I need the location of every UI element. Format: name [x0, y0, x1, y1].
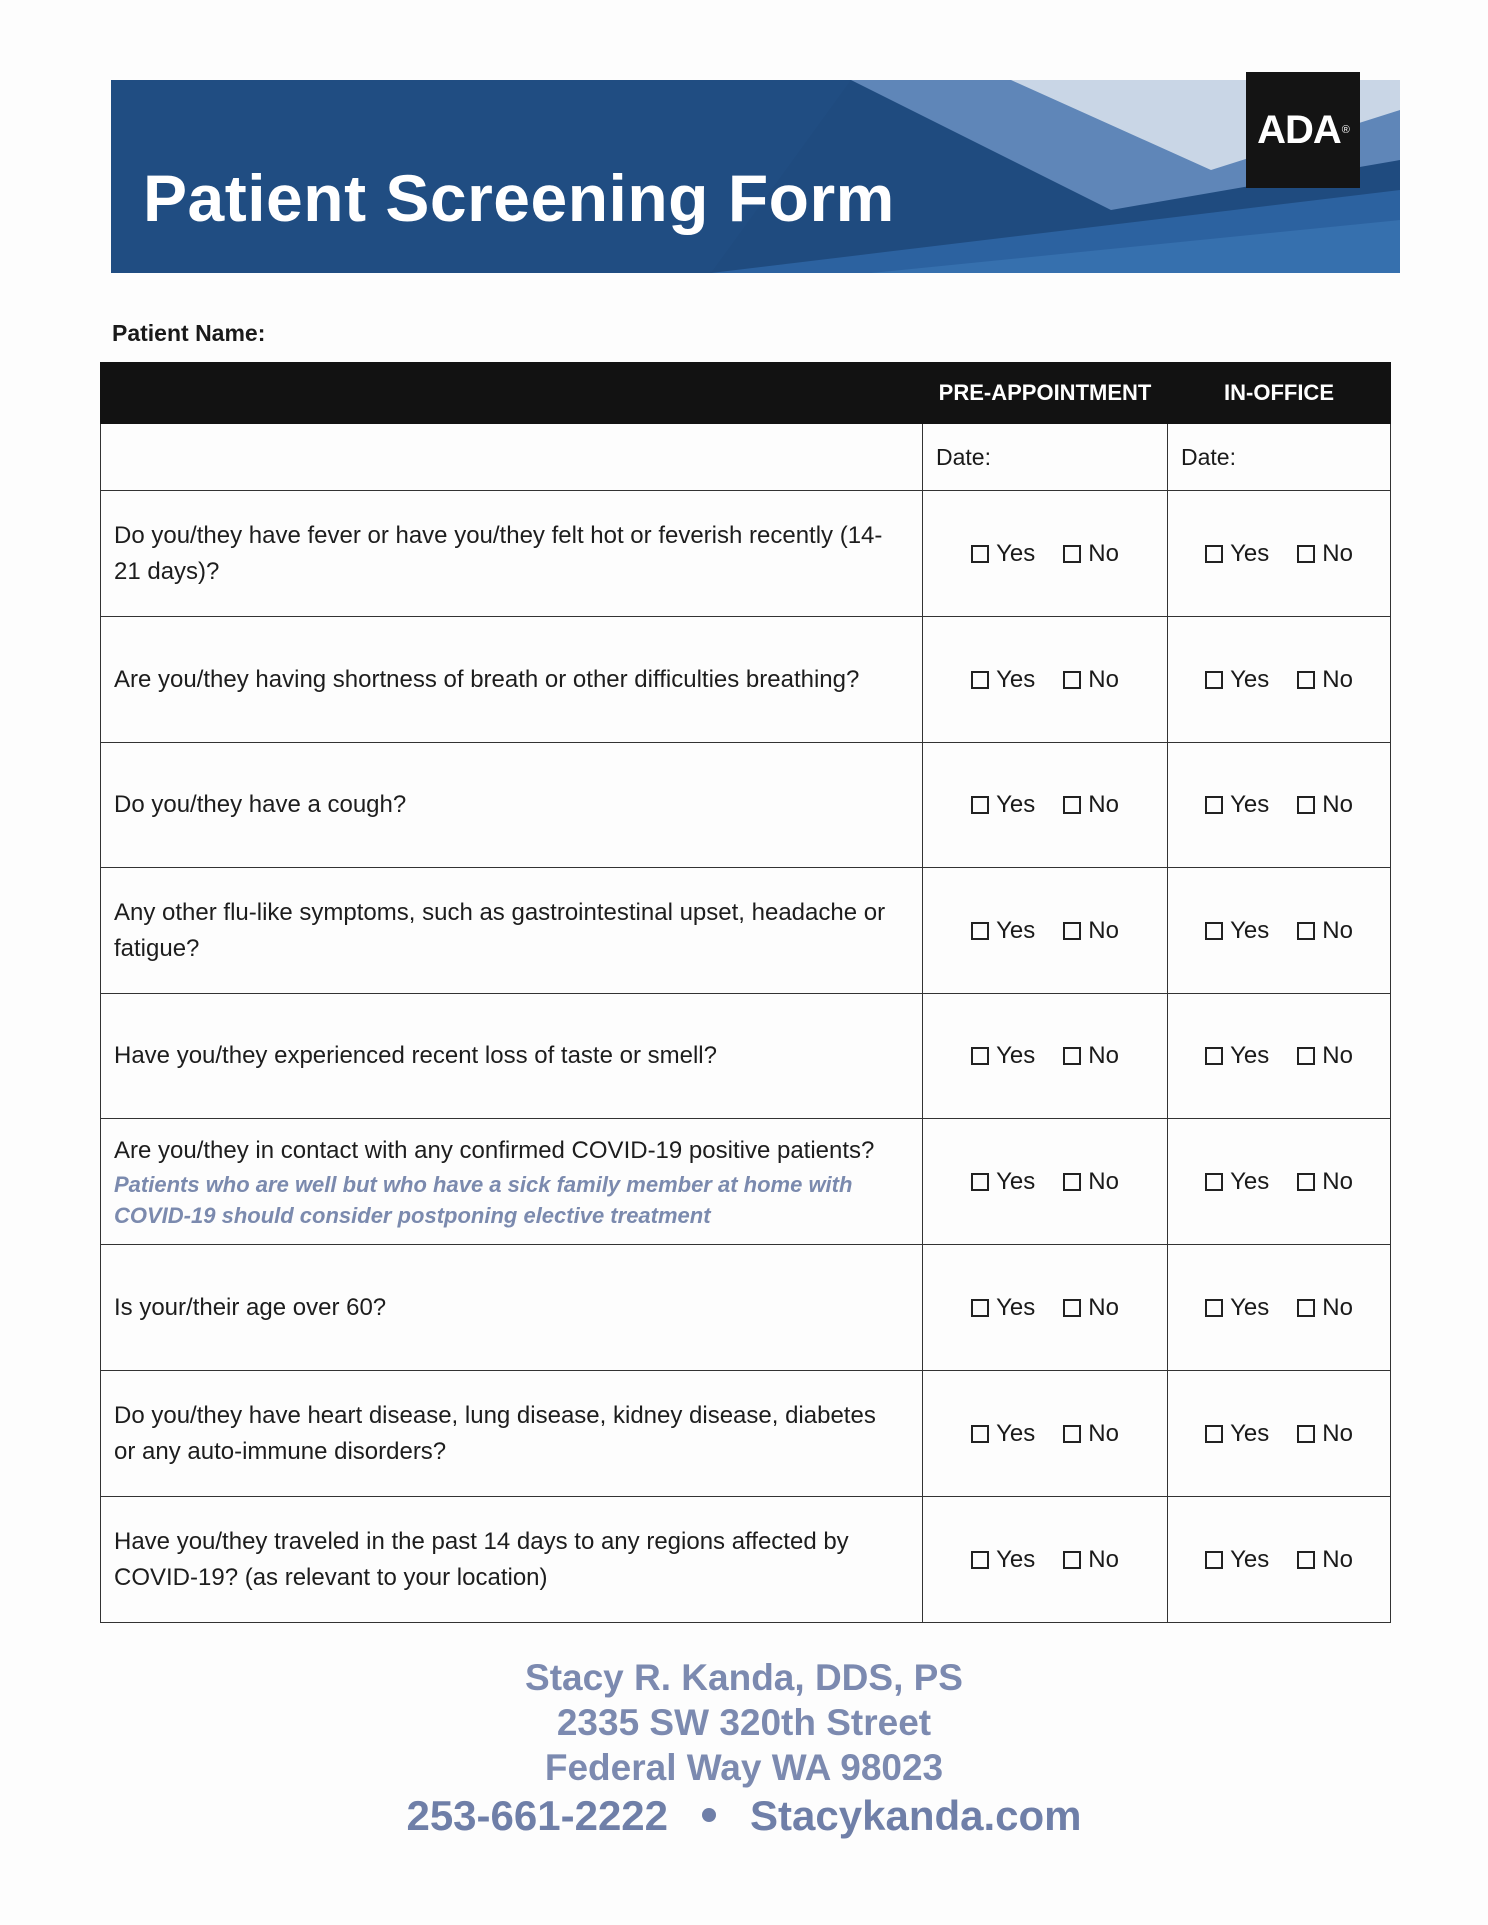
in-office-answer-cell: [1168, 1497, 1391, 1623]
practice-phone: 253-661-2222: [406, 1792, 669, 1839]
no-label: No: [1088, 1293, 1119, 1321]
no-label: No: [1322, 1167, 1353, 1195]
question-cell: [101, 1119, 923, 1245]
yes-label: Yes: [1230, 665, 1270, 693]
pre-appointment-answer-cell: [923, 1371, 1168, 1497]
checkbox-icon[interactable]: [1063, 1425, 1081, 1443]
no-label: No: [1088, 916, 1119, 944]
in-office-yes-no-group: [1168, 791, 1390, 819]
header-banner: [111, 70, 1400, 273]
question-note: Patients who are well but who have a sick family member at home with COVID-19 should consider postponing elective treatment: [114, 1171, 853, 1228]
checkbox-icon[interactable]: [1297, 1551, 1315, 1569]
in-office-answer-cell: [1168, 1371, 1391, 1497]
in-office-answer-cell: [1168, 1245, 1391, 1371]
in-office-yes-option[interactable]: [1205, 1294, 1269, 1322]
no-label: No: [1322, 1545, 1353, 1573]
yes-label: Yes: [1230, 1545, 1270, 1573]
in-office-answer-cell: [1168, 743, 1391, 868]
yes-label: Yes: [996, 1042, 1036, 1069]
yes-label: Yes: [1230, 1042, 1270, 1069]
question-cell: [101, 868, 923, 994]
practice-website: Stacykanda.com: [750, 1792, 1082, 1839]
in-office-yes-option[interactable]: [1205, 1420, 1269, 1448]
checkbox-icon[interactable]: [971, 1551, 989, 1569]
in-office-no-option[interactable]: [1297, 1420, 1353, 1448]
in-office-yes-option[interactable]: [1205, 791, 1269, 819]
no-label: No: [1322, 1042, 1353, 1069]
no-label: No: [1088, 1419, 1119, 1447]
yes-label: Yes: [996, 1419, 1036, 1447]
checkbox-icon[interactable]: [1297, 545, 1315, 563]
no-label: No: [1088, 791, 1119, 818]
pre-appointment-yes-no-group: [923, 1168, 1167, 1196]
ada-logo-text: ADA: [1257, 107, 1341, 152]
in-office-yes-option[interactable]: [1205, 1168, 1269, 1196]
question-row: [101, 868, 1391, 994]
pre-appointment-yes-no-group: [923, 1420, 1167, 1448]
pre-appointment-yes-no-group: [923, 1546, 1167, 1574]
pre-appointment-yes-option[interactable]: [971, 1042, 1035, 1070]
no-label: No: [1322, 916, 1353, 944]
in-office-no-option[interactable]: [1297, 1294, 1353, 1322]
checkbox-icon[interactable]: [1063, 1047, 1081, 1065]
pre-appointment-answer-cell: [923, 1497, 1168, 1623]
question-row: [101, 1245, 1391, 1371]
pre-appointment-yes-no-group: [923, 791, 1167, 819]
question-text: Do you/they have heart disease, lung disease, kidney disease, diabetes or any auto-immune disorders?: [114, 1401, 876, 1465]
date-row: [101, 424, 1391, 491]
pre-appointment-yes-option[interactable]: [971, 917, 1035, 945]
pre-appointment-no-option[interactable]: [1063, 1294, 1119, 1322]
in-office-yes-no-group: [1168, 666, 1390, 694]
patient-name-label: Patient Name:: [112, 320, 266, 346]
pre-appointment-no-option[interactable]: [1063, 791, 1119, 819]
pre-appointment-answer-cell: [923, 868, 1168, 994]
checkbox-icon[interactable]: [1297, 1299, 1315, 1317]
column-header-pre-appointment: PRE-APPOINTMENT: [923, 363, 1168, 424]
yes-label: Yes: [996, 665, 1036, 693]
registered-mark: ®: [1341, 124, 1349, 136]
checkbox-icon[interactable]: [971, 1425, 989, 1443]
question-row: [101, 1119, 1391, 1245]
question-cell: [101, 994, 923, 1119]
pre-appointment-yes-option[interactable]: [971, 1420, 1035, 1448]
checkbox-icon[interactable]: [1205, 1551, 1223, 1569]
pre-appointment-yes-no-group: [923, 1294, 1167, 1322]
pre-appointment-no-option[interactable]: [1063, 1546, 1119, 1574]
pre-appointment-yes-no-group: [923, 540, 1167, 568]
checkbox-icon[interactable]: [1297, 1173, 1315, 1191]
question-cell: [101, 1245, 923, 1371]
in-office-answer-cell: [1168, 1119, 1391, 1245]
checkbox-icon[interactable]: [1297, 922, 1315, 940]
question-row: [101, 743, 1391, 868]
no-label: No: [1322, 1419, 1353, 1447]
question-row: [101, 617, 1391, 743]
question-row: [101, 994, 1391, 1119]
pre-appointment-answer-cell: [923, 617, 1168, 743]
in-office-no-option[interactable]: [1297, 791, 1353, 819]
question-cell: [101, 1497, 923, 1623]
checkbox-icon[interactable]: [1063, 1173, 1081, 1191]
checkbox-icon[interactable]: [1063, 1299, 1081, 1317]
no-label: No: [1088, 1545, 1119, 1573]
checkbox-icon[interactable]: [1205, 922, 1223, 940]
checkbox-icon[interactable]: [1297, 796, 1315, 814]
checkbox-icon[interactable]: [1297, 671, 1315, 689]
no-label: No: [1088, 1167, 1119, 1195]
no-label: No: [1322, 1293, 1353, 1321]
question-text: Any other flu-like symptoms, such as gastrointestinal upset, headache or fatigue?: [114, 898, 886, 962]
pre-appointment-yes-option[interactable]: [971, 540, 1035, 568]
in-office-yes-option[interactable]: [1205, 1546, 1269, 1574]
in-office-no-option[interactable]: [1297, 1168, 1353, 1196]
checkbox-icon[interactable]: [1205, 1299, 1223, 1317]
practice-street: 2335 SW 320th Street: [556, 1702, 932, 1743]
practice-city: Federal Way WA 98023: [544, 1747, 944, 1788]
yes-label: Yes: [996, 791, 1036, 818]
yes-label: Yes: [996, 916, 1036, 944]
pre-appointment-no-option[interactable]: [1063, 1042, 1119, 1070]
in-office-yes-no-group: [1168, 540, 1390, 568]
pre-appointment-answer-cell: [923, 743, 1168, 868]
in-office-answer-cell: [1168, 491, 1391, 617]
pre-appointment-answer-cell: [923, 491, 1168, 617]
checkbox-icon[interactable]: [1063, 922, 1081, 940]
question-row: [101, 491, 1391, 617]
in-office-answer-cell: [1168, 617, 1391, 743]
pre-appointment-answer-cell: [923, 1245, 1168, 1371]
yes-label: Yes: [996, 1545, 1036, 1573]
pre-appointment-date[interactable]: Date:: [923, 424, 1168, 491]
checkbox-icon[interactable]: [1205, 545, 1223, 563]
checkbox-icon[interactable]: [971, 1047, 989, 1065]
in-office-date[interactable]: Date:: [1168, 424, 1391, 491]
question-text: Are you/they having shortness of breath or other difficulties breathing?: [114, 665, 860, 693]
in-office-yes-option[interactable]: [1205, 1042, 1269, 1070]
in-office-yes-no-group: [1168, 1420, 1390, 1448]
question-cell: [101, 617, 923, 743]
yes-label: Yes: [996, 1293, 1036, 1321]
yes-label: Yes: [996, 539, 1036, 567]
practice-name: Stacy R. Kanda, DDS, PS: [525, 1657, 963, 1698]
question-row: [101, 1371, 1391, 1497]
in-office-no-option[interactable]: [1297, 1042, 1353, 1070]
question-cell: [101, 743, 923, 868]
checkbox-icon[interactable]: [1297, 1047, 1315, 1065]
pre-appointment-yes-option[interactable]: [971, 1546, 1035, 1574]
in-office-yes-option[interactable]: [1205, 540, 1269, 568]
checkbox-icon[interactable]: [1063, 1551, 1081, 1569]
pre-appointment-no-option[interactable]: [1063, 666, 1119, 694]
question-row: [101, 1497, 1391, 1623]
pre-appointment-answer-cell: [923, 1119, 1168, 1245]
question-cell: [101, 491, 923, 617]
pre-appointment-no-option[interactable]: [1063, 917, 1119, 945]
question-cell: [101, 1371, 923, 1497]
in-office-yes-no-group: [1168, 1042, 1390, 1070]
contact-line: [0, 1792, 1488, 1840]
yes-label: Yes: [1230, 1167, 1270, 1195]
practice-address-block: [0, 1655, 1488, 1790]
checkbox-icon[interactable]: [971, 922, 989, 940]
question-text: Do you/they have a cough?: [114, 791, 407, 818]
no-label: No: [1088, 1042, 1119, 1069]
pre-appointment-yes-option[interactable]: [971, 666, 1035, 694]
yes-label: Yes: [1230, 916, 1270, 944]
column-header-in-office: IN-OFFICE: [1168, 363, 1391, 424]
checkbox-icon[interactable]: [1205, 1173, 1223, 1191]
no-label: No: [1322, 665, 1353, 693]
in-office-yes-no-group: [1168, 1546, 1390, 1574]
checkbox-icon[interactable]: [971, 545, 989, 563]
bullet-separator: [702, 1808, 716, 1822]
checkbox-icon[interactable]: [971, 1299, 989, 1317]
in-office-no-option[interactable]: [1297, 540, 1353, 568]
yes-label: Yes: [1230, 539, 1270, 567]
yes-label: Yes: [1230, 791, 1270, 818]
pre-appointment-yes-option[interactable]: [971, 1168, 1035, 1196]
checkbox-icon[interactable]: [1205, 796, 1223, 814]
pre-appointment-yes-no-group: [923, 666, 1167, 694]
yes-label: Yes: [996, 1167, 1036, 1195]
pre-appointment-no-option[interactable]: [1063, 1420, 1119, 1448]
yes-label: Yes: [1230, 1419, 1270, 1447]
screening-table: [100, 362, 1391, 1623]
checkbox-icon[interactable]: [1205, 1047, 1223, 1065]
pre-appointment-yes-option[interactable]: [971, 791, 1035, 819]
yes-label: Yes: [1230, 1293, 1270, 1321]
question-text: Have you/they experienced recent loss of taste or smell?: [114, 1042, 717, 1069]
in-office-no-option[interactable]: [1297, 917, 1353, 945]
in-office-yes-option[interactable]: [1205, 666, 1269, 694]
no-label: No: [1088, 665, 1119, 693]
checkbox-icon[interactable]: [971, 796, 989, 814]
pre-appointment-answer-cell: [923, 994, 1168, 1119]
question-text: Do you/they have fever or have you/they felt hot or feverish recently (14-21 days)?: [114, 521, 883, 585]
in-office-yes-no-group: [1168, 1294, 1390, 1322]
pre-appointment-yes-no-group: [923, 1042, 1167, 1070]
in-office-yes-no-group: [1168, 917, 1390, 945]
in-office-answer-cell: [1168, 994, 1391, 1119]
checkbox-icon[interactable]: [1205, 671, 1223, 689]
in-office-no-option[interactable]: [1297, 1546, 1353, 1574]
pre-appointment-yes-no-group: [923, 917, 1167, 945]
checkbox-icon[interactable]: [1063, 545, 1081, 563]
pre-appointment-no-option[interactable]: [1063, 1168, 1119, 1196]
in-office-yes-no-group: [1168, 1168, 1390, 1196]
checkbox-icon[interactable]: [1063, 671, 1081, 689]
in-office-answer-cell: [1168, 868, 1391, 994]
question-text: Is your/their age over 60?: [114, 1293, 387, 1321]
no-label: No: [1322, 539, 1353, 567]
question-text: Are you/they in contact with any confirmed COVID-19 positive patients?: [114, 1136, 875, 1164]
pre-appointment-no-option[interactable]: [1063, 540, 1119, 568]
date-row-blank: [101, 424, 923, 491]
header-blank: [101, 363, 923, 424]
question-text: Have you/they traveled in the past 14 days to any regions affected by COVID-19? (as relevant to your location): [114, 1527, 849, 1591]
in-office-yes-option[interactable]: [1205, 917, 1269, 945]
ada-logo: [1246, 72, 1360, 188]
pre-appointment-yes-option[interactable]: [971, 1294, 1035, 1322]
checkbox-icon[interactable]: [1205, 1425, 1223, 1443]
checkbox-icon[interactable]: [971, 671, 989, 689]
no-label: No: [1088, 539, 1119, 567]
checkbox-icon[interactable]: [1297, 1425, 1315, 1443]
page-title: Patient Screening Form: [143, 161, 895, 235]
no-label: No: [1322, 791, 1353, 818]
checkbox-icon[interactable]: [1063, 796, 1081, 814]
checkbox-icon[interactable]: [971, 1173, 989, 1191]
in-office-no-option[interactable]: [1297, 666, 1353, 694]
